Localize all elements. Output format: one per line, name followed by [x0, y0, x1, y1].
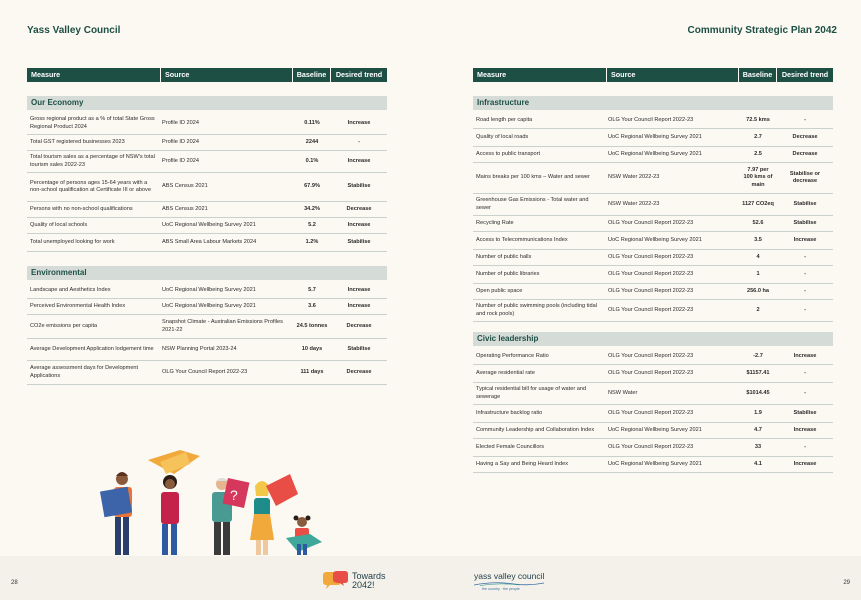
- table-row: [473, 113, 833, 129]
- section-our-economy: Our Economy: [27, 96, 387, 110]
- section-environmental: Environmental: [27, 266, 387, 280]
- table-header: [473, 68, 833, 82]
- trend-cell: Stabilise: [347, 183, 371, 190]
- column-header-measure: Measure: [27, 68, 161, 82]
- council-logo-tagline: the country · the people: [482, 587, 520, 591]
- baseline-cell: $1157.41: [746, 369, 770, 376]
- measure-cell: CO2e emissions per capita: [30, 322, 98, 329]
- baseline-cell: 4.1: [754, 460, 762, 467]
- source-cell: UoC Regional Wellbeing Survey 2021: [608, 150, 702, 157]
- table-row: [27, 135, 387, 151]
- baseline-cell: 4.7: [754, 426, 762, 433]
- environmental-rows: [27, 283, 387, 385]
- source-cell: OLG Your Council Report 2022-23: [608, 306, 694, 313]
- measure-cell: Infrastructure backlog ratio: [476, 409, 543, 416]
- infrastructure-rows: [473, 113, 833, 322]
- measure-cell: Persons with no non-school qualifications: [30, 205, 133, 212]
- table-row: [473, 163, 833, 194]
- trend-cell: -: [804, 443, 806, 450]
- baseline-cell: 10 days: [301, 345, 323, 352]
- source-cell: ABS Census 2021: [162, 183, 208, 190]
- trend-cell: Decrease: [792, 150, 818, 157]
- towards-2042-text: [352, 572, 386, 591]
- baseline-cell: 3.6: [308, 302, 316, 309]
- trend-cell: Increase: [347, 119, 371, 126]
- person-woman-curly: [148, 450, 200, 555]
- source-cell: UoC Regional Wellbeing Survey 2021: [608, 133, 702, 140]
- source-cell: ABS Census 2021: [162, 205, 208, 212]
- source-cell: OLG Your Council Report 2022-23: [608, 287, 694, 294]
- trend-cell: -: [804, 389, 806, 396]
- source-cell: UoC Regional Wellbeing Survey 2021: [608, 460, 702, 467]
- table-row: [473, 284, 833, 300]
- source-cell: OLG Your Council Report 2022-23: [608, 409, 694, 416]
- section-infrastructure: Infrastructure: [473, 96, 833, 110]
- source-cell: UoC Regional Wellbeing Survey 2021: [162, 302, 256, 309]
- measure-cell: Gross regional product as a % of total State Gross Regional Product 2024: [30, 116, 155, 130]
- measure-cell: Average Development Application lodgement time: [30, 345, 154, 352]
- baseline-cell: 256.0 ha: [746, 287, 770, 294]
- column-header-source: Source: [607, 68, 739, 82]
- baseline-cell: 67.9%: [304, 183, 320, 190]
- measure-cell: Number of public swimming pools (including tidal and rock pools): [476, 303, 597, 317]
- baseline-cell: $1014.45: [746, 389, 770, 396]
- source-cell: OLG Your Council Report 2022-23: [608, 270, 694, 277]
- economy-rows: [27, 113, 387, 252]
- section-civic-leadership: Civic leadership: [473, 332, 833, 346]
- table-row: [473, 349, 833, 365]
- trend-cell: -: [804, 306, 806, 313]
- towards-2042-logo: [321, 571, 386, 591]
- table-row: [473, 216, 833, 232]
- trend-cell: Increase: [347, 302, 371, 309]
- table-row: [473, 300, 833, 322]
- measure-cell: Perceived Environmental Health Index: [30, 302, 126, 309]
- trend-cell: Stabilise: [793, 409, 817, 416]
- table-row: [27, 361, 387, 385]
- baseline-cell: 2.7: [754, 133, 762, 140]
- source-cell: NSW Planning Portal 2023-24: [162, 345, 237, 352]
- source-cell: OLG Your Council Report 2022-23: [608, 443, 694, 450]
- trend-cell: Decrease: [346, 205, 372, 212]
- source-cell: OLG Your Council Report 2022-23: [608, 219, 694, 226]
- source-cell: UoC Regional Wellbeing Survey 2021: [162, 221, 256, 228]
- measure-cell: Elected Female Councillors: [476, 443, 545, 450]
- trend-cell: Stabilise: [347, 345, 371, 352]
- hills-swoosh-icon: [474, 581, 544, 586]
- table-row: [473, 250, 833, 266]
- table-row: [27, 234, 387, 252]
- table-row: [473, 439, 833, 457]
- source-cell: NSW Water: [608, 389, 638, 396]
- civic-rows: [473, 349, 833, 473]
- table-row: [473, 405, 833, 423]
- measure-cell: Landscape and Aesthetics Index: [30, 286, 111, 293]
- baseline-cell: 4: [756, 253, 760, 260]
- measure-cell: Average residential rate: [476, 369, 535, 376]
- column-header-measure: Measure: [473, 68, 607, 82]
- source-cell: Snapshot Climate - Australian Emissions Profiles 2021-22: [162, 319, 283, 333]
- table-row: [473, 147, 833, 163]
- measure-cell: Operating Performance Ratio: [476, 352, 549, 359]
- trend-cell: -: [804, 287, 806, 294]
- source-cell: Profile ID 2024: [162, 138, 200, 145]
- trend-cell: Decrease: [792, 133, 818, 140]
- trend-cell: -: [804, 270, 806, 277]
- table-row: [27, 173, 387, 202]
- trend-cell: Decrease: [346, 368, 372, 375]
- baseline-cell: 34.2%: [304, 205, 320, 212]
- baseline-cell: 33: [754, 443, 762, 450]
- measure-cell: Open public space: [476, 287, 523, 294]
- measure-cell: Number of public halls: [476, 253, 532, 260]
- source-cell: NSW Water 2022-23: [608, 174, 660, 181]
- baseline-cell: 2: [756, 306, 760, 313]
- column-header-trend: Desired trend: [335, 70, 383, 79]
- page-number-right: 29: [843, 580, 850, 586]
- table-row: [473, 232, 833, 250]
- baseline-cell: 24.5 tonnes: [296, 322, 328, 329]
- trend-cell: -: [804, 116, 806, 123]
- baseline-cell: 1.9: [754, 409, 762, 416]
- measure-cell: Access to Telecommunications Index: [476, 236, 568, 243]
- measure-cell: Greenhouse Gas Emissions - Total water and sewer: [476, 197, 589, 211]
- measure-cell: Total GST registered businesses 2023: [30, 138, 125, 145]
- measure-cell: Number of public libraries: [476, 270, 540, 277]
- source-cell: Profile ID 2024: [162, 119, 200, 126]
- left-page: [27, 68, 387, 385]
- table-row: [27, 283, 387, 299]
- table-row: [473, 383, 833, 405]
- trend-cell: Stabilise or decrease: [789, 170, 821, 184]
- plan-title: Community Strategic Plan 2042: [687, 25, 837, 36]
- table-row: [473, 266, 833, 284]
- trend-cell: Increase: [793, 352, 817, 359]
- source-cell: UoC Regional Wellbeing Survey 2021: [162, 286, 256, 293]
- column-header-source: Source: [161, 68, 293, 82]
- table-row: [473, 365, 833, 383]
- measure-cell: Access to public transport: [476, 150, 541, 157]
- measure-cell: Typical residential bill for usage of water and sewerage: [476, 386, 587, 400]
- person-man-beard: [100, 472, 132, 555]
- baseline-cell: -2.7: [753, 352, 763, 359]
- trend-cell: -: [804, 369, 806, 376]
- baseline-cell: 2.5: [754, 150, 762, 157]
- measure-cell: Mains breaks per 100 kms – Water and sewer: [476, 174, 590, 181]
- column-header-baseline: Baseline: [293, 68, 331, 82]
- towards-line-2: 2042!: [352, 580, 375, 590]
- measure-cell: Percentage of persons ages 15-64 years with a non-school qualification at Certificate III or above: [30, 179, 151, 193]
- measure-cell: Road length per capita: [476, 116, 533, 123]
- right-page: [473, 68, 833, 473]
- table-row: [27, 113, 387, 135]
- person-older-man: [212, 478, 249, 555]
- footer-band: [0, 556, 861, 600]
- community-people-illustration: [90, 442, 330, 560]
- source-cell: Profile ID 2024: [162, 157, 200, 164]
- yass-valley-council-logo: [474, 571, 544, 591]
- table-row: [27, 299, 387, 315]
- measure-cell: Recycling Rate: [476, 219, 514, 226]
- trend-cell: Stabilise: [793, 200, 817, 207]
- trend-cell: Increase: [793, 460, 817, 467]
- baseline-cell: 3.5: [754, 236, 762, 243]
- table-row: [27, 218, 387, 234]
- speech-bubble-logo-icon: [321, 571, 349, 591]
- baseline-cell: 5.7: [308, 286, 316, 293]
- source-cell: OLG Your Council Report 2022-23: [162, 368, 248, 375]
- baseline-cell: 1127 CO2eq: [742, 200, 774, 207]
- measure-cell: Quality of local schools: [30, 221, 88, 228]
- trend-cell: Decrease: [346, 322, 372, 329]
- council-title: Yass Valley Council: [27, 25, 121, 36]
- trend-cell: Increase: [793, 236, 817, 243]
- svg-text:?: ?: [230, 487, 238, 503]
- baseline-cell: 2244: [305, 138, 319, 145]
- table-header: [27, 68, 387, 82]
- trend-cell: Increase: [347, 286, 371, 293]
- source-cell: OLG Your Council Report 2022-23: [608, 352, 694, 359]
- council-logo-name: yass valley council: [474, 571, 545, 581]
- measure-cell: Average assessment days for Development Applications: [30, 365, 139, 379]
- baseline-cell: 1.2%: [305, 238, 319, 245]
- trend-cell: Increase: [347, 157, 371, 164]
- table-row: [473, 129, 833, 147]
- trend-cell: Increase: [793, 426, 817, 433]
- measure-cell: Community Leadership and Collaboration Index: [476, 426, 595, 433]
- trend-cell: Stabilise: [793, 219, 817, 226]
- baseline-cell: 72.5 kms: [746, 116, 770, 123]
- table-row: [473, 457, 833, 473]
- baseline-cell: 5.2: [308, 221, 316, 228]
- source-cell: OLG Your Council Report 2022-23: [608, 369, 694, 376]
- source-cell: OLG Your Council Report 2022-23: [608, 253, 694, 260]
- source-cell: NSW Water 2022-23: [608, 200, 660, 207]
- column-header-trend: Desired trend: [781, 70, 829, 79]
- towards-line-1: Towards: [352, 570, 386, 581]
- source-cell: ABS Small Area Labour Markets 2024: [162, 238, 257, 245]
- table-row: [27, 315, 387, 339]
- baseline-cell: 0.1%: [305, 157, 319, 164]
- page-number-left: 28: [11, 580, 18, 586]
- measure-cell: Quality of local roads: [476, 133, 529, 140]
- trend-cell: Increase: [347, 221, 371, 228]
- measure-cell: Total unemployed looking for work: [30, 238, 115, 245]
- baseline-cell: 111 days: [300, 368, 324, 375]
- trend-cell: -: [804, 253, 806, 260]
- table-row: [27, 202, 387, 218]
- source-cell: UoC Regional Wellbeing Survey 2021: [608, 426, 702, 433]
- source-cell: OLG Your Council Report 2022-23: [608, 116, 694, 123]
- table-row: [473, 194, 833, 216]
- column-header-baseline: Baseline: [739, 68, 777, 82]
- source-cell: UoC Regional Wellbeing Survey 2021: [608, 236, 702, 243]
- table-row: [473, 423, 833, 439]
- trend-cell: -: [358, 138, 360, 145]
- table-row: [27, 151, 387, 173]
- trend-cell: Stabilise: [347, 238, 371, 245]
- baseline-cell: 7.97 per 100 kms of main: [743, 167, 773, 188]
- measure-cell: Having a Say and Being Heard Index: [476, 460, 569, 467]
- baseline-cell: 0.11%: [304, 119, 320, 126]
- table-row: [27, 339, 387, 361]
- measure-cell: Total tourism sales as a percentage of NSW's total tourism sales 2022-23: [30, 154, 155, 168]
- person-child: [286, 516, 322, 556]
- baseline-cell: 52.6: [752, 219, 764, 226]
- baseline-cell: 1: [756, 270, 760, 277]
